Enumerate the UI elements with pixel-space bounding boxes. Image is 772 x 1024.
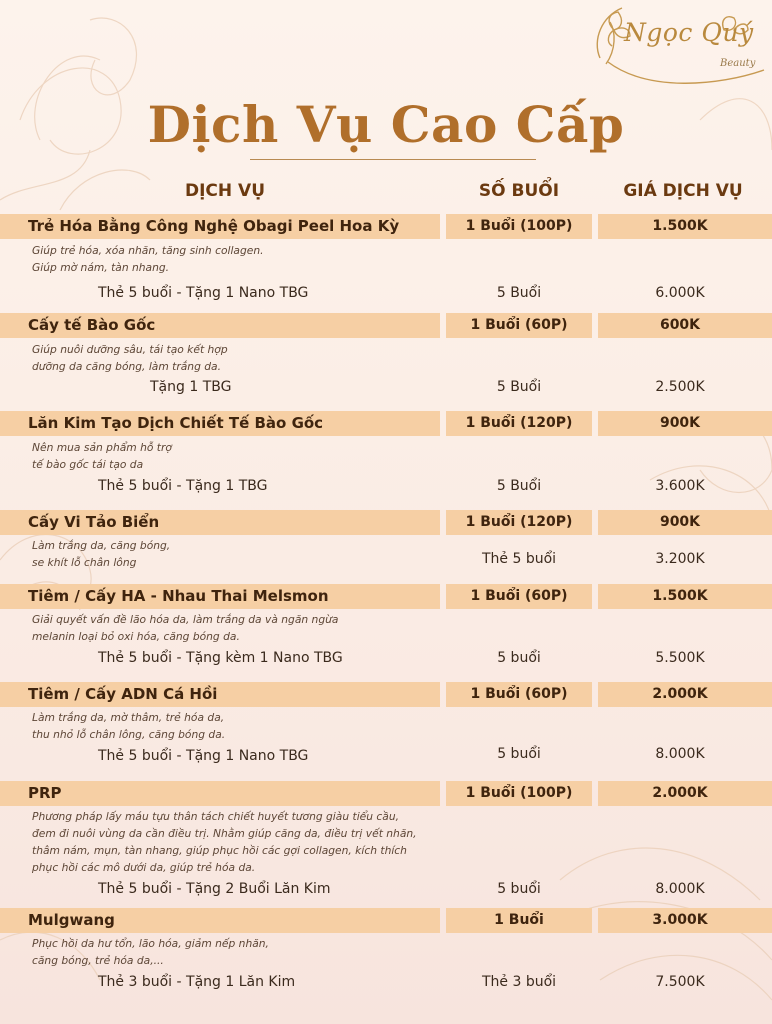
service-description-line: Phục hồi da hư tổn, lão hóa, giảm nếp nhăn,	[32, 937, 269, 950]
service-name: PRP	[28, 784, 62, 802]
brand-logo	[588, 0, 772, 92]
package-price: 3.200K	[655, 551, 705, 567]
title-underline	[250, 159, 536, 160]
package-sessions: 5 Buổi	[496, 285, 542, 301]
service-name: Tiêm / Cấy HA - Nhau Thai Melsmon	[28, 587, 329, 605]
service-description-line: melanin loại bỏ oxi hóa, căng bóng da.	[32, 630, 240, 643]
package-price: 8.000K	[655, 746, 705, 762]
service-name: Cấy tế Bào Gốc	[28, 316, 156, 334]
service-description-line: phục hồi các mô dưới da, giúp trẻ hóa da.	[32, 861, 256, 874]
package-price: 3.600K	[655, 478, 705, 494]
service-description-line: Phương pháp lấy máu tựu thân tách chiết huyết tương giàu tiểu cầu,	[32, 810, 400, 823]
service-description-line: Giải quyết vấn đề lão hóa da, làm trắng da và ngăn ngừa	[32, 613, 339, 626]
service-price: 3.000K	[652, 912, 708, 928]
package-price: 5.500K	[655, 650, 705, 666]
service-sessions: 1 Buổi	[494, 912, 544, 928]
service-name: Trẻ Hóa Bằng Công Nghệ Obagi Peel Hoa Kỳ	[28, 217, 400, 235]
service-price: 2.000K	[652, 686, 708, 702]
package-price: 2.500K	[655, 379, 705, 395]
package-sessions: 5 buổi	[497, 746, 541, 762]
service-description-line: thâm nám, mụn, tàn nhang, giúp phục hồi các gợi collagen, kích thích	[32, 844, 407, 857]
package-label: Thẻ 5 buổi - Tặng 1 Nano TBG	[98, 748, 309, 764]
package-label: Thẻ 5 buổi - Tặng 1 Nano TBG	[98, 285, 309, 301]
service-description-line: căng bóng, trẻ hóa da,...	[32, 954, 164, 967]
service-description-line: Làm trắng da, căng bóng,	[32, 539, 171, 552]
package-price: 6.000K	[655, 285, 705, 301]
service-name: Cấy Vi Tảo Biển	[28, 513, 160, 531]
logo-name: Ngọc Quý	[624, 18, 754, 47]
package-sessions: 5 buổi	[497, 650, 541, 666]
service-sessions: 1 Buổi (60P)	[470, 588, 568, 604]
service-name: Tiêm / Cấy ADN Cá Hồi	[28, 685, 218, 703]
package-sessions: Thẻ 3 buổi	[481, 974, 557, 990]
service-description-line: Giúp trẻ hóa, xóa nhăn, tăng sinh collagen.	[32, 244, 264, 257]
service-description-line: đem đi nuôi vùng da cần điều trị. Nhằm giúp căng da, điều trị vết nhăn,	[32, 827, 417, 840]
service-description-line: Làm trắng da, mờ thâm, trẻ hóa da,	[32, 711, 225, 724]
package-label: Thẻ 5 buổi - Tặng 2 Buổi Lăn Kim	[98, 881, 331, 897]
service-description-line: Giúp mờ nám, tàn nhang.	[32, 261, 170, 274]
service-sessions: 1 Buổi (60P)	[470, 317, 568, 333]
service-price: 1.500K	[652, 218, 708, 234]
header-service: DỊCH VỤ	[184, 181, 266, 201]
service-price: 900K	[659, 514, 701, 530]
package-label: Tặng 1 TBG	[150, 379, 232, 395]
package-sessions: 5 Buổi	[496, 379, 542, 395]
package-label: Thẻ 5 buổi - Tặng 1 TBG	[98, 478, 268, 494]
service-name: Lăn Kim Tạo Dịch Chiết Tế Bào Gốc	[28, 414, 324, 432]
package-price: 7.500K	[655, 974, 705, 990]
package-label: Thẻ 5 buổi - Tặng kèm 1 Nano TBG	[98, 650, 343, 666]
package-sessions: 5 buổi	[497, 881, 541, 897]
service-sessions: 1 Buổi (100P)	[465, 218, 573, 234]
service-price: 1.500K	[652, 588, 708, 604]
service-price: 600K	[659, 317, 701, 333]
package-label: Thẻ 3 buổi - Tặng 1 Lăn Kim	[98, 974, 296, 990]
header-price: GIÁ DỊCH VỤ	[623, 181, 743, 201]
service-description-line: tế bào gốc tái tạo da	[32, 458, 144, 471]
service-name: Mulgwang	[28, 911, 115, 929]
service-sessions: 1 Buổi (60P)	[470, 686, 568, 702]
service-description-line: thu nhỏ lỗ chân lông, căng bóng da.	[32, 728, 226, 741]
header-sessions: SỐ BUỔI	[478, 181, 560, 201]
service-sessions: 1 Buổi (100P)	[465, 785, 573, 801]
page-title: Dịch Vụ Cao Cấp	[147, 95, 625, 154]
service-description-line: Giúp nuôi dưỡng sâu, tái tạo kết hợp	[32, 343, 228, 356]
package-sessions: 5 Buổi	[496, 478, 542, 494]
service-sessions: 1 Buổi (120P)	[465, 514, 573, 530]
logo-subtitle: Beauty	[720, 58, 756, 69]
service-description-line: se khít lỗ chân lông	[32, 556, 137, 569]
service-name-bar	[0, 781, 440, 806]
package-sessions: Thẻ 5 buổi	[481, 551, 557, 567]
service-description-line: Nên mua sản phẩm hỗ trợ	[32, 441, 172, 454]
service-price: 2.000K	[652, 785, 708, 801]
package-price: 8.000K	[655, 881, 705, 897]
service-price: 900K	[659, 415, 701, 431]
service-sessions: 1 Buổi (120P)	[465, 415, 573, 431]
service-description-line: dưỡng da căng bóng, làm trắng da.	[32, 360, 221, 373]
